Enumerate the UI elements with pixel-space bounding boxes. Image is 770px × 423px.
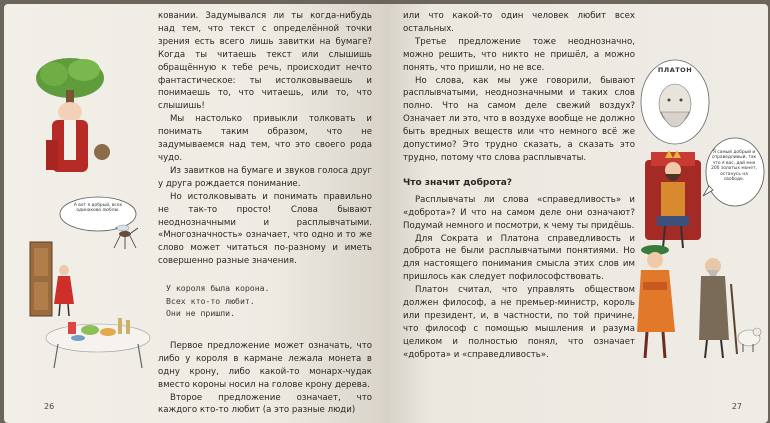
example-line: У короля была корона. [166,283,270,294]
paragraph: Для Сократа и Платона справедливость и доброта не были расплывчатыми понятиями. Но для настоящего понимания смысла этих слов им пришлось как следует пофилософствовать. [403,233,635,283]
king-on-throne-illustration [643,148,703,252]
table-with-food-illustration [44,308,152,370]
paragraph: Мы настолько привыкли толковать и понимать таким образом, что не задумываемся над тем, что это своего рода чудо. [158,114,372,163]
old-man-with-sheep-illustration [691,254,763,364]
page-number: 26 [44,402,55,411]
paragraph: Но слова, как мы уже говорили, бывают расплывчатыми, неоднозначными и таких слов полно. Что на самом деле свежий воздух? Означает ли это, что в воздухе вообще не должно быть вредных веществ или что немного всё же допустимо? Это трудно сказать, а сказать это трудно, потому что слова расплывчаты. [403,75,635,163]
paragraph: ковании. Задумывался ли ты когда-нибудь над тем, что текст с определённой точки зрения есть всего лишь завитки на бумаге? Когда ты читаешь текст или слышишь обращённую к тебе речь, происходит нечто фантастическое: ты истолковываешь и понимаешь то, что читаешь, или то, что слышишь! [158,11,372,112]
paragraph: Второе предложение означает, что каждого кто-то любит (а это разные люди) [158,392,372,416]
right-page [385,4,768,423]
left-text-column [158,10,372,417]
tree-head-character-illustration [32,56,120,176]
plato-label: ПЛАТОН [657,66,693,74]
paragraph: Третье предложение тоже неоднозначно, можно решить, что никто не пришёл, а можно понять, что пришли, но не все. [403,36,635,73]
paragraph: Расплывчаты ли слова «справедливость» и «доброта»? И что на самом деле они означают? Подумай немного и посмотри, к чему ты придёшь. [403,194,635,231]
paragraph: Первое предложение может означать, что либо у короля в кармане лежала монета в одну крону, либо какой-то монарх-чудак вместо короны носил на голове крону дерева. [158,340,372,390]
speech-bubble-text: А вот я добрый, всех одинаково люблю. [73,203,123,214]
paragraph: Но истолковывать и понимать правильно не так-то просто! Слова бывают неоднозначными и расплывчатыми. «Многозначность» означает, что одно и то же слово может читаться по-разному и иметь совершенно разные значения. [158,191,372,267]
left-page [4,4,385,423]
section-heading: Что значит доброта? [403,177,513,188]
page-number: 27 [731,402,742,411]
mosquito-illustration [110,222,140,250]
example-line: Всех кто-то любит. [166,295,255,306]
king-speech-bubble-text: Я самый добрый и справедливый, так что я вас, дай мне 200 золотых монет, останусь на свободе. [711,150,757,183]
example-line: Они не пришли. [166,308,236,319]
paragraph: Платон считал, что управлять обществом должен философ, а не премьер-министр, король или президент, и, в частности, по той причине, что философ с помощью мышления и разума целиком и полностью понял, что означает «доброта» и «справедливость». [403,285,635,360]
paragraph: или что какой-то один человек любит всех остальных. [403,11,635,34]
prince-figure-illustration [633,242,685,362]
example-sentences [166,282,372,320]
right-text-column [403,10,635,362]
paragraph: Из завитков на бумаге и звуков голоса друг у друга рождается понимание. [158,165,372,189]
